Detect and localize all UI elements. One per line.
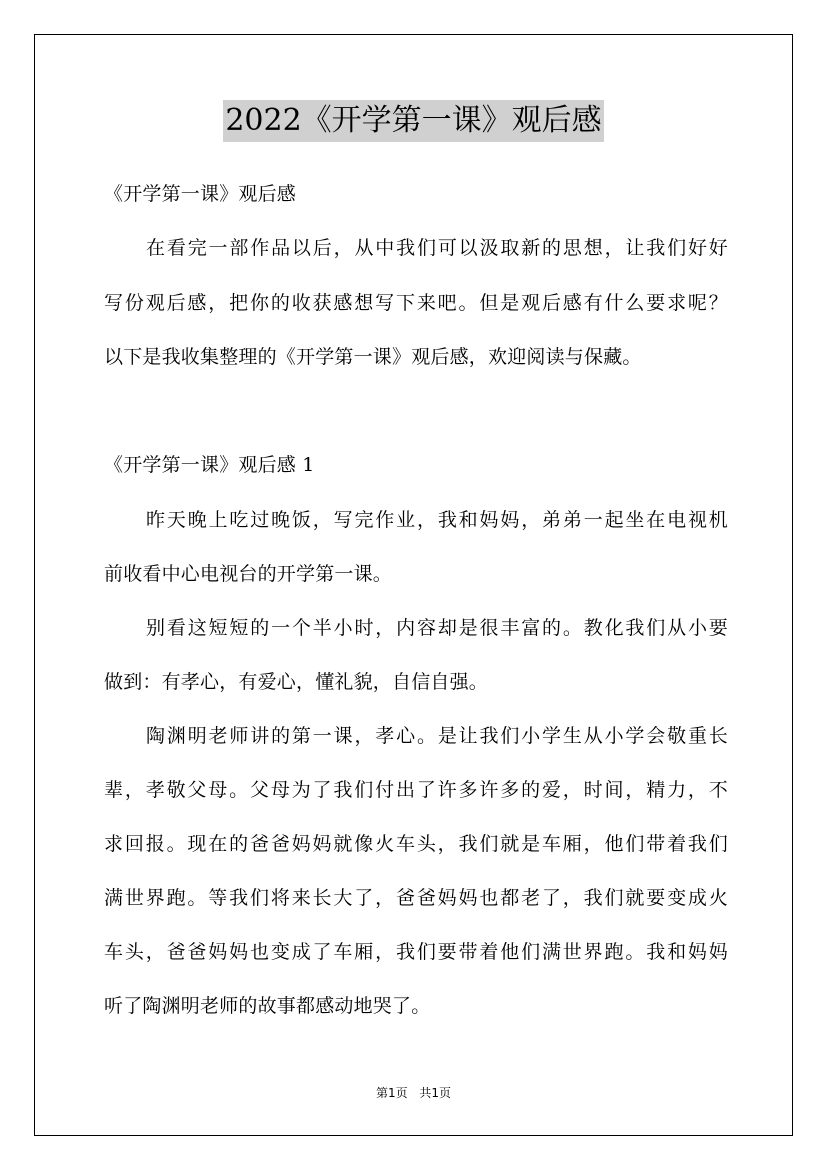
paragraph-line: 别看这短短的一个半小时，内容却是很丰富的。教化我们从小要 — [146, 617, 728, 639]
paragraph-line: 求回报。现在的爸爸妈妈就像火车头，我们就是车厢，他们带着我们 — [104, 833, 728, 855]
page-number: 第1页 — [375, 1086, 408, 1100]
paragraph-line: 陶渊明老师讲的第一课，孝心。是让我们小学生从小学会敬重长 — [146, 725, 728, 747]
paragraph-line: 听了陶渊明老师的故事都感动地哭了。 — [104, 995, 431, 1017]
page-total: 共1页 — [419, 1086, 452, 1100]
title-container — [0, 100, 827, 142]
document-title: 2022《开学第一课》观后感 — [223, 100, 603, 142]
section-heading: 《开学第一课》观后感 1 — [104, 454, 315, 476]
paragraph-line: 以下是我收集整理的《开学第一课》观后感，欢迎阅读与保藏。 — [104, 346, 642, 368]
paragraph-line: 前收看中心电视台的开学第一课。 — [104, 563, 393, 585]
subtitle: 《开学第一课》观后感 — [104, 183, 297, 205]
paragraph-line: 满世界跑。等我们将来长大了，爸爸妈妈也都老了，我们就要变成火 — [104, 887, 728, 909]
paragraph-line: 做到：有孝心，有爱心，懂礼貌，自信自强。 — [104, 671, 489, 693]
page-footer — [0, 1084, 827, 1101]
paragraph-line: 辈，孝敬父母。父母为了我们付出了许多许多的爱，时间，精力，不 — [104, 779, 728, 801]
paragraph-line: 昨天晚上吃过晚饭，写完作业，我和妈妈，弟弟一起坐在电视机 — [146, 509, 728, 531]
paragraph-line: 写份观后感，把你的收获感想写下来吧。但是观后感有什么要求呢？ — [104, 292, 728, 314]
paragraph-line: 在看完一部作品以后，从中我们可以汲取新的思想，让我们好好 — [146, 237, 728, 259]
paragraph-line: 车头，爸爸妈妈也变成了车厢，我们要带着他们满世界跑。我和妈妈 — [104, 941, 728, 963]
